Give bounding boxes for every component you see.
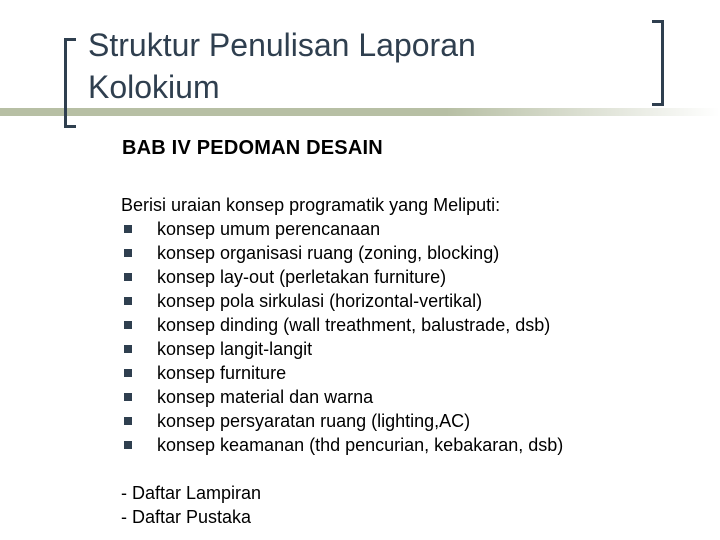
list-item (121, 265, 563, 289)
bullet-square-icon (124, 321, 132, 329)
bullet-square-icon (124, 393, 132, 401)
list-item-text: konsep lay-out (perletakan furniture) (157, 267, 447, 287)
list-item (121, 433, 563, 457)
title-right-bracket (652, 20, 664, 106)
bullet-square-icon (124, 297, 132, 305)
bullet-square-icon (124, 273, 132, 281)
list-item-text: konsep keamanan (thd pencurian, kebakaran, dsb) (157, 435, 564, 455)
bullet-square-icon (124, 369, 132, 377)
list-item-text: konsep material dan warna (157, 387, 374, 407)
bullet-square-icon (124, 225, 132, 233)
section-heading: BAB IV PEDOMAN DESAIN (122, 137, 383, 159)
list-item-text: konsep furniture (157, 363, 287, 383)
title-left-bracket (64, 38, 76, 128)
list-item (121, 409, 563, 433)
slide-title (88, 24, 476, 108)
list-item (121, 337, 563, 361)
list-item-text: konsep organisasi ruang (zoning, blocking) (157, 243, 500, 263)
appendix-item-daftar-lampiran: - Daftar Lampiran (121, 483, 262, 503)
bullet-square-icon (124, 417, 132, 425)
bullet-square-icon (124, 345, 132, 353)
list-item (121, 313, 563, 337)
slide-title-line-1: Struktur Penulisan Laporan (88, 27, 476, 63)
concept-list (121, 217, 563, 457)
list-item (121, 289, 563, 313)
title-underline-bar (0, 108, 720, 116)
list-item (121, 385, 563, 409)
bullet-square-icon (124, 441, 132, 449)
list-item-text: konsep dinding (wall treathment, balustrade, dsb) (157, 315, 551, 335)
list-item-text: konsep persyaratan ruang (lighting,AC) (157, 411, 471, 431)
list-item (121, 361, 563, 385)
slide-content (121, 193, 563, 529)
bullet-square-icon (124, 249, 132, 257)
intro-text: Berisi uraian konsep programatik yang Meliputi: (121, 195, 501, 215)
list-item (121, 241, 563, 265)
list-item-text: konsep pola sirkulasi (horizontal-vertikal) (157, 291, 483, 311)
list-item-text: konsep umum perencanaan (157, 219, 381, 239)
list-item (121, 217, 563, 241)
slide-title-line-2: Kolokium (88, 69, 220, 105)
appendix-item-daftar-pustaka: - Daftar Pustaka (121, 507, 252, 527)
list-item-text: konsep langit-langit (157, 339, 313, 359)
appendix-list (121, 481, 563, 529)
